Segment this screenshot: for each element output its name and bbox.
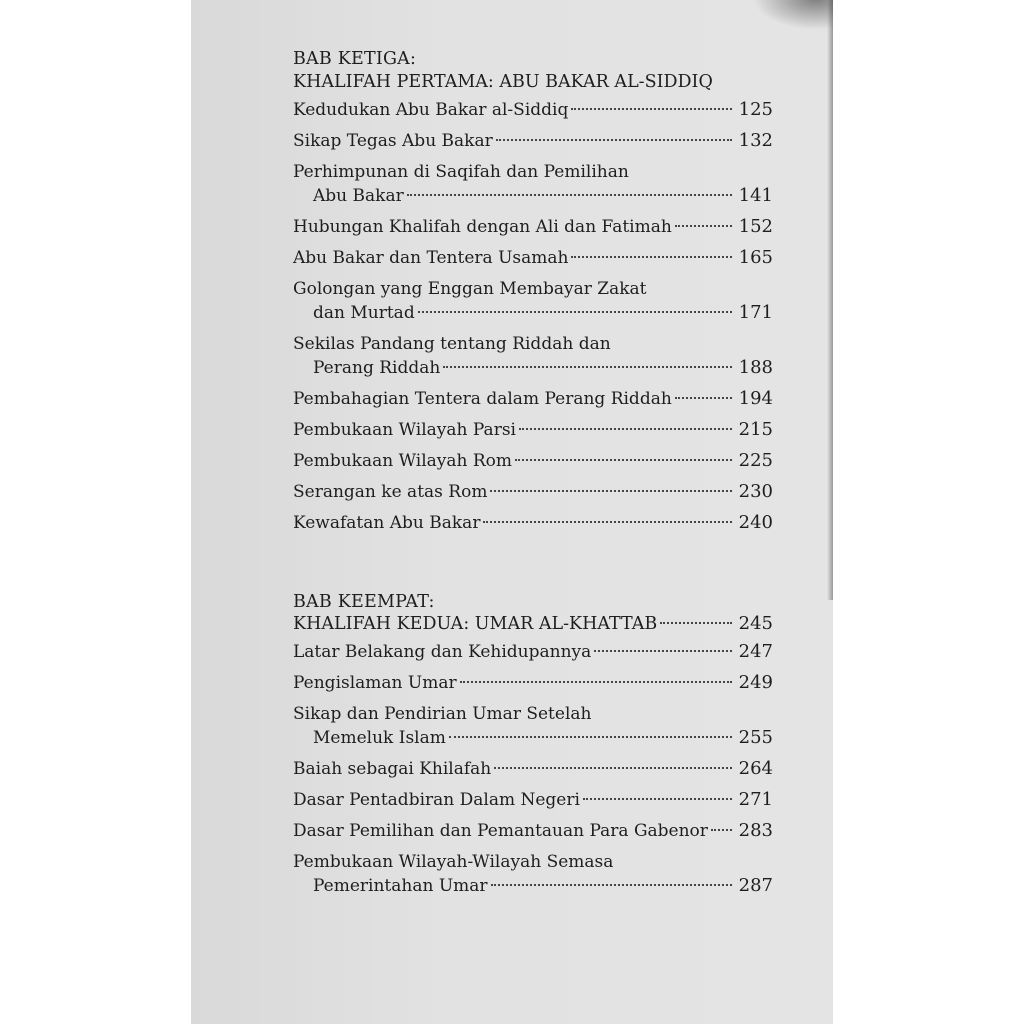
entry-title-line1: Sekilas Pandang tentang Riddah dan: [293, 334, 611, 354]
toc-entry: [293, 449, 773, 473]
page-number: 152: [738, 216, 773, 237]
dot-leader: [449, 736, 732, 738]
dot-leader: [594, 650, 732, 652]
section-label: BAB KEEMPAT:: [293, 592, 435, 612]
toc-entry: [293, 215, 773, 239]
entry-title: Pembukaan Wilayah Parsi: [293, 420, 516, 440]
corner-shadow: [753, 0, 833, 30]
entry-title: Pengislaman Umar: [293, 673, 457, 693]
entry-title: Dasar Pemilihan dan Pemantauan Para Gabenor: [293, 821, 708, 841]
entry-title: Kedudukan Abu Bakar al-Siddiq: [293, 100, 569, 120]
entry-title: Sikap Tegas Abu Bakar: [293, 131, 493, 151]
page-number: 255: [738, 727, 773, 748]
entry-title: Pemerintahan Umar: [313, 876, 488, 896]
entry-title: Baiah sebagai Khilafah: [293, 759, 492, 779]
entry-title: Pembukaan Wilayah Rom: [293, 451, 513, 471]
page-number: 249: [738, 672, 773, 693]
toc-entry: [293, 757, 773, 781]
page-number: 188: [738, 357, 773, 378]
entry-title: Latar Belakang dan Kehidupannya: [293, 642, 592, 662]
toc-entry: [293, 671, 773, 695]
dot-leader: [418, 311, 732, 313]
dot-leader: [407, 194, 732, 196]
dot-leader: [583, 798, 732, 800]
page-number: 287: [738, 875, 773, 896]
dot-leader: [496, 139, 732, 141]
toc-entry: [293, 332, 773, 380]
page-number: 283: [738, 820, 773, 841]
page-number: 125: [738, 99, 773, 120]
toc-entry: [293, 511, 773, 535]
dot-leader: [443, 366, 732, 368]
entry-title-line1: Golongan yang Enggan Membayar Zakat: [293, 279, 647, 299]
section-label: BAB KETIGA:: [293, 49, 417, 69]
entry-title: dan Murtad: [313, 303, 415, 323]
entry-title: Serangan ke atas Rom: [293, 482, 488, 502]
toc-entry: [293, 387, 773, 411]
dot-leader: [494, 767, 732, 769]
toc-entry: [293, 819, 773, 843]
page-number: 165: [738, 247, 773, 268]
toc-entry: [293, 788, 773, 812]
page-number: 171: [738, 302, 773, 323]
toc-entry: [293, 702, 773, 750]
dot-leader: [675, 397, 732, 399]
dot-leader: [660, 622, 732, 624]
entry-title: Memeluk Islam: [313, 728, 446, 748]
dot-leader: [491, 884, 732, 886]
table-of-contents: [293, 48, 773, 905]
entry-title: Hubungan Khalifah dengan Ali dan Fatimah: [293, 217, 672, 237]
dot-leader: [519, 428, 732, 430]
toc-entry: [293, 277, 773, 325]
dot-leader: [515, 459, 732, 461]
dot-leader: [675, 225, 732, 227]
dot-leader: [460, 681, 732, 683]
page-number: 132: [738, 130, 773, 151]
entry-title: Perang Riddah: [313, 358, 441, 378]
page-number: 245: [738, 613, 773, 634]
section-bab-ketiga: [293, 48, 773, 535]
page-number: 240: [738, 512, 773, 533]
entry-title-line1: Sikap dan Pendirian Umar Setelah: [293, 704, 592, 724]
page-number: 194: [738, 388, 773, 409]
dot-leader: [711, 829, 732, 831]
toc-entry: [293, 98, 773, 122]
toc-entry: [293, 480, 773, 504]
toc-entry: [293, 246, 773, 270]
entry-title: Dasar Pentadbiran Dalam Negeri: [293, 790, 580, 810]
dot-leader: [490, 490, 732, 492]
entry-title: Kewafatan Abu Bakar: [293, 513, 481, 533]
entry-title: Abu Bakar dan Tentera Usamah: [293, 248, 569, 268]
section-title-row: [293, 613, 773, 634]
entry-title: Pembahagian Tentera dalam Perang Riddah: [293, 389, 672, 409]
page-binding-shadow: [827, 0, 833, 600]
section-bab-keempat: [293, 591, 773, 898]
page-number: 271: [738, 789, 773, 810]
entry-title: Abu Bakar: [313, 186, 404, 206]
page-number: 247: [738, 641, 773, 662]
page-number: 230: [738, 481, 773, 502]
toc-entry: [293, 640, 773, 664]
toc-entry: [293, 129, 773, 153]
page-number: 225: [738, 450, 773, 471]
section-title: KHALIFAH KEDUA: UMAR AL-KHATTAB: [293, 614, 658, 634]
dot-leader: [571, 256, 732, 258]
page-number: 215: [738, 419, 773, 440]
dot-leader: [571, 108, 732, 110]
toc-entry: [293, 850, 773, 898]
page-number: 141: [738, 185, 773, 206]
entry-title-line1: Perhimpunan di Saqifah dan Pemilihan: [293, 162, 629, 182]
entry-title-line1: Pembukaan Wilayah-Wilayah Semasa: [293, 852, 614, 872]
toc-entry: [293, 160, 773, 208]
dot-leader: [483, 521, 732, 523]
section-title: KHALIFAH PERTAMA: ABU BAKAR AL-SIDDIQ: [293, 72, 713, 92]
page-number: 264: [738, 758, 773, 779]
toc-entry: [293, 418, 773, 442]
book-page: [191, 0, 833, 1024]
